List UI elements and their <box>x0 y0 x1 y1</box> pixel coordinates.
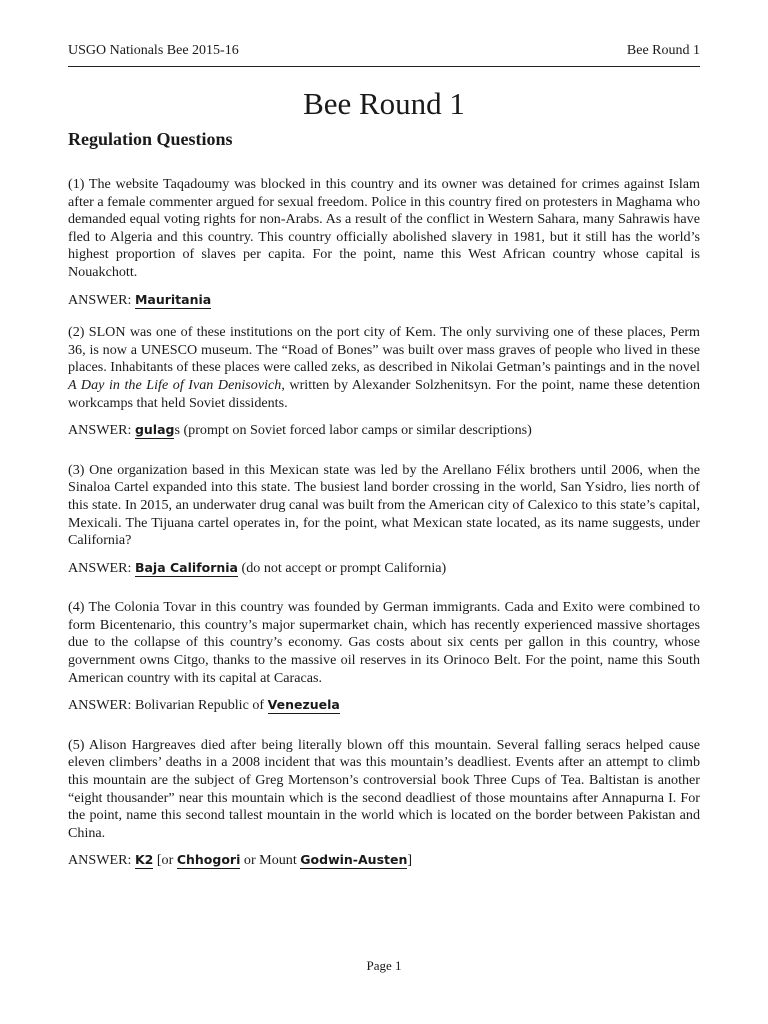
answer-word: gulag <box>134 422 175 438</box>
answer-prefix: ANSWER: <box>68 291 135 308</box>
page-header <box>68 42 700 60</box>
answer-word: Baja California <box>134 559 238 575</box>
section-title: Regulation Questions <box>68 129 233 149</box>
answer-prefix: ANSWER: <box>68 559 135 576</box>
answer-word: K2 <box>134 852 154 868</box>
answer-text: ] <box>407 852 413 869</box>
answer-prefix: ANSWER: <box>68 852 135 869</box>
answer-prefix: ANSWER: Bolivarian Republic of <box>68 697 268 714</box>
answer-word: Venezuela <box>267 697 340 713</box>
header-rule <box>68 66 700 67</box>
question-2 <box>68 324 700 412</box>
question-1: (1) The website Taqadoumy was blocked in this country and its owner was detained for crimes against Islam after a female commenter argued for sexual freedom. Police in this country fired on protesters in Maghama who demanded equal voting rights for non-Arabs. As a result of the conflict in Western Sahara, many Sahrawis have fled to Algeria and this country. This country officially abolished slavery in 1981, but it still has the world’s highest proportion of slaves per capita. For the point, name this West African country whose capital is Nouakchott. <box>68 176 700 280</box>
answer-3 <box>68 559 700 578</box>
answer-suffix: (do not accept or prompt California) <box>237 559 447 576</box>
book-title: A Day in the Life of Ivan Denisovich <box>68 376 282 393</box>
answer-4 <box>68 696 700 715</box>
answer-text: or Mount <box>240 852 301 869</box>
answer-2 <box>68 421 700 440</box>
answer-text: [or <box>153 852 177 869</box>
answer-prefix: ANSWER: <box>68 422 135 439</box>
page-footer: Page 1 <box>366 958 402 973</box>
page-title: Bee Round 1 <box>303 86 465 121</box>
question-text: , written by Alexander Solzhenitsyn. For the point, name these detention workcamps that held Soviet dissidents. <box>68 376 701 411</box>
answer-word-alt: Godwin-Austen <box>300 852 408 868</box>
question-4: (4) The Colonia Tovar in this country was founded by German immigrants. Cada and Exito were combined to form Bicentenario, this country’s major supermarket chain, which has recently experienced massive shortages due to the collapse of this country’s economy. Gas costs about six cents per gallon in this country, whose government owns Citgo, thanks to the massive oil reserves in its Orinoco Belt. For the point, name this South American country with its capital at Caracas. <box>68 599 700 686</box>
questions-content <box>68 176 700 870</box>
question-3: (3) One organization based in this Mexican state was led by the Arellano Félix brothers until 2006, when the Sinaloa Cartel expanded into this state. The busiest land border crossing in the world, San Ysidro, lies north of this state. In 2015, an underwater drug canal was built from the American city of Calexico to this state’s capital, Mexicali. The Tijuana cartel operates in, for the point, what Mexican state located, as its name suggests, under California? <box>68 461 700 549</box>
question-text: (2) SLON was one of these institutions on the port city of Kem. The only surviving one of these places, Perm 36, is now a UNESCO museum. The “Road of Bones” was built over mass graves of people who lived in these places. Inhabitants of these places were called zeks, as described in Nikolai Getman’s paintings and in the novel <box>68 324 700 376</box>
answer-word-alt: Chhogori <box>176 852 241 868</box>
answer-suffix: s (prompt on Soviet forced labor camps or similar descriptions) <box>174 422 532 439</box>
question-5: (5) Alison Hargreaves died after being literally blown off this mountain. Several falling seracs helped cause eleven climbers’ deaths in a 2008 incident that was this mountain’s deadliest. Events after an attempt to climb this mountain are the subject of Greg Mortenson’s controversial book Three Cups of Tea. Baltistan is another “eight thousander” near this mountain which is the second deadliest of those mountains after Annapurna I. For the point, name this second tallest mountain in the world which is located on the border between Pakistan and China. <box>68 736 700 841</box>
header-right: Bee Round 1 <box>626 43 700 58</box>
answer-word: Mauritania <box>134 291 212 307</box>
answer-1 <box>68 291 700 310</box>
header-left: USGO Nationals Bee 2015-16 <box>68 43 239 58</box>
answer-5 <box>68 851 700 870</box>
